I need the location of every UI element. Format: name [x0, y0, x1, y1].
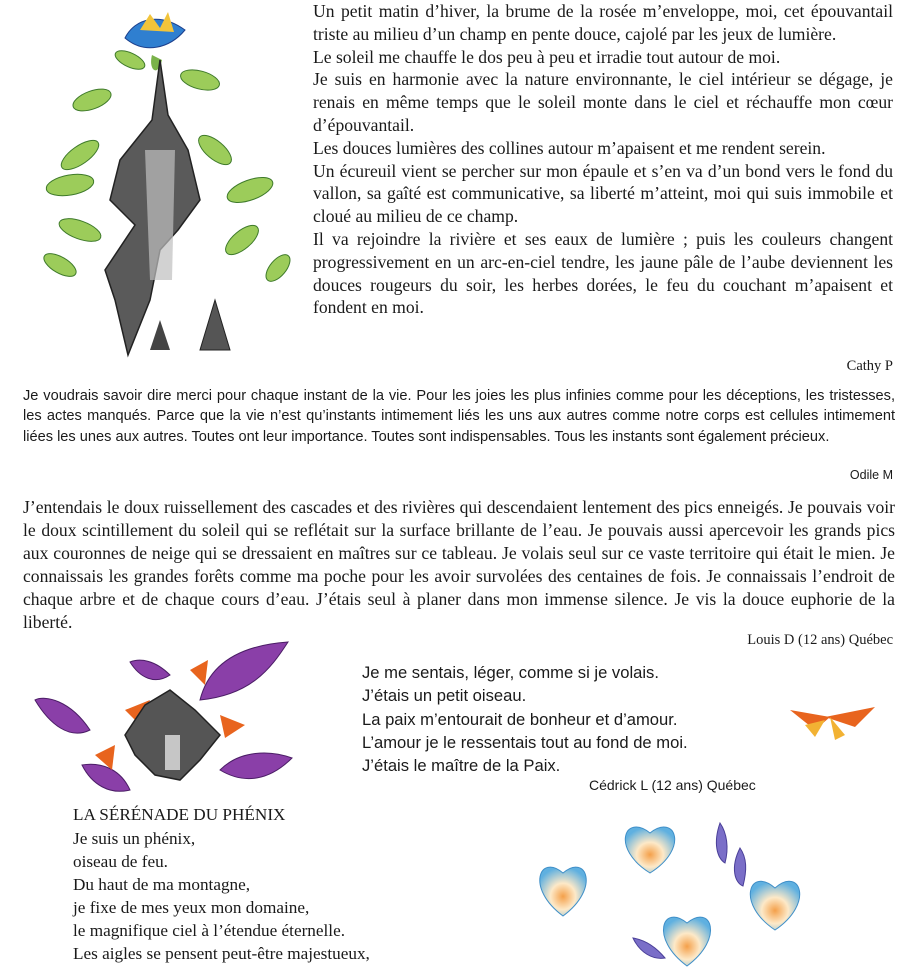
poem-line: La paix m’entourait de bonheur et d’amour. [362, 709, 678, 729]
story-odile: Je voudrais savoir dire merci pour chaque instant de la vie. Pour les joies les plus infinies comme pour les déceptions, les tristesses, les actes manqués. Parce que la vie n’est qu’instants intimement liés les uns aux autres comme notre corps est cellules intimement liées les unes aux autres. Toutes ont leur importance. Toutes sont indispensables. Tous les instants sont également précieux. [23, 388, 895, 445]
paragraph: Un écureuil vient se percher sur mon épaule et s’en va d’un bond vers le fond du vallon, sa gaîté est communicative, sa liberté m’atteint, moi qui suis immobile et cloué au milieu de ce champ. [313, 160, 893, 227]
paragraph: Je suis en harmonie avec la nature environnante, le ciel intérieur se dégage, je renais en même temps que le soleil monte dans le ciel et réchauffe mon cœur d’épouvantail. [313, 69, 893, 135]
purple-leaves-drawing [30, 640, 310, 800]
paragraph: Le soleil me chauffe le dos peu à peu et irradie tout autour de moi. [313, 46, 781, 67]
poem-line: J’étais un petit oiseau. [362, 686, 527, 706]
poem-line: le magnifique ciel à l’étendue éternelle. [73, 920, 345, 940]
poem-line: je fixe de mes yeux mon domaine, [73, 897, 310, 917]
story-louis: J’entendais le doux ruissellement des cascades et des rivières qui descendaient lentement des pics enneigés. Je pouvais voir le doux scintillement du soleil qui se reflétait sur la surface brillante de l’eau. Je pouvais aussi apercevoir les grands pics aux couronnes de neige qui se dressaient en maîtres sur ce tableau. Je volais seul sur ce vaste territoire qui était le mien. Je connaissais les grandes forêts comme ma poche pour les avoir survolées des centaines de fois. Je connaissais l’endroit de chaque arbre et de chaque cours d’eau. J’étais seul à planer dans mon immense silence. Je vis la douce euphorie de la liberté. [23, 497, 895, 632]
signature-louis: Louis D (12 ans) Québec [747, 632, 893, 648]
poem-line: L’amour je le ressentais tout au fond de moi. [362, 732, 688, 752]
poem-line: Je me sentais, léger, comme si je volais. [362, 663, 659, 682]
orange-bird-drawing [785, 695, 885, 745]
poem-phenix [73, 828, 370, 965]
scarecrow-tree-drawing [10, 0, 310, 380]
signature-cedrick: Cédrick L (12 ans) Québec [589, 777, 756, 793]
poem-line: oiseau de feu. [73, 851, 168, 871]
blue-hearts-drawing [525, 808, 825, 968]
signature-odile: Odile M [849, 468, 893, 482]
poem-line: J’étais le maître de la Paix. [362, 756, 561, 776]
poem-line: Du haut de ma montagne, [73, 874, 251, 894]
poem-line: Les aigles se pensent peut-être majestueux, [73, 943, 370, 963]
story-cathy [313, 0, 893, 319]
poem-line: Je suis un phénix, [73, 829, 196, 848]
poem-cedrick [362, 661, 782, 777]
paragraph: Il va rejoindre la rivière et ses eaux de lumière ; puis les couleurs changent progressivement en un arc-en-ciel tendre, les jaune pâle de l’aube deviennent les douces rougeurs du soir, les herbes dorées, le feu du couchant m’apaisent et fondent en moi. [313, 228, 893, 318]
poem-title: LA SÉRÉNADE DU PHÉNIX [73, 805, 286, 824]
signature-cathy: Cathy P [846, 358, 893, 374]
paragraph: Les douces lumières des collines autour m’apaisent et me rendent serein. [313, 137, 826, 158]
paragraph: Un petit matin d’hiver, la brume de la rosée m’enveloppe, moi, cet épouvantail triste au milieu d’un champ en pente douce, cajolé par les jeux de lumière. [313, 1, 893, 44]
